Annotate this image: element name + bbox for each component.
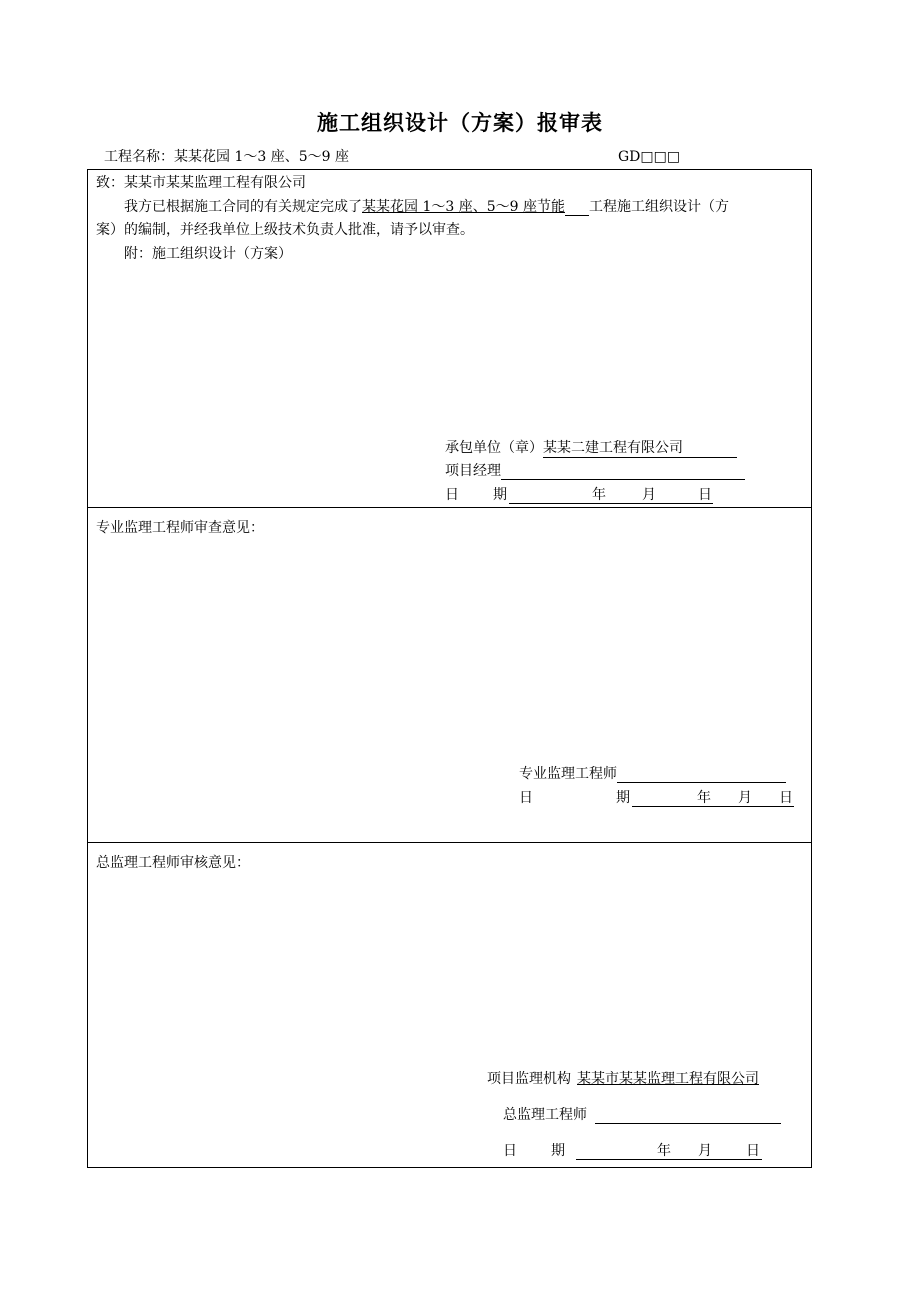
day-label: 日 [779,790,793,806]
date-label-1: 日 [445,487,459,503]
body-blank [565,200,589,216]
project-manager-row [445,462,745,480]
chief-review-heading: 总监理工程师审核意见： [96,855,250,871]
form-title: 施工组织设计（方案）报审表 [317,110,603,135]
contractor-field[interactable] [543,439,737,458]
engineer-date-row [519,789,799,807]
project-name-row [104,148,349,166]
project-name: 某某花园 1～3 座、5～9 座 [174,149,349,165]
chief-signature-field[interactable] [595,1108,781,1124]
engineer-review-heading: 专业监理工程师审查意见： [96,520,264,536]
submission-body-line-1 [124,198,729,216]
engineer-signature-field[interactable] [617,767,786,783]
form-code: GD□□□ [618,149,681,165]
supervision-org-row [487,1070,759,1088]
engineer-label: 专业监理工程师 [519,766,617,782]
date-label-2: 期 [551,1143,565,1159]
chief-date-row [503,1142,765,1160]
org-value: 某某市某某监理工程有限公司 [577,1071,759,1087]
chief-label: 总监理工程师 [503,1107,587,1123]
org-label: 项目监理机构 [487,1071,571,1087]
month-label: 月 [642,487,656,503]
date-label-1: 日 [503,1143,517,1159]
pm-signature-field[interactable] [501,464,745,480]
project-label: 工程名称： [104,149,174,165]
contractor-value: 某某二建工程有限公司 [543,440,683,456]
month-label: 月 [738,790,752,806]
attachment-note: 附：施工组织设计（方案） [124,246,292,262]
contractor-row [445,439,737,458]
engineer-date-field[interactable] [632,789,794,807]
engineer-signature-row [519,765,786,783]
body-suffix: 工程施工组织设计（方 [588,199,729,215]
submission-date-field[interactable] [509,486,713,504]
addressee: 致：某某市某某监理工程有限公司 [96,175,306,191]
body-prefix: 我方已根据施工合同的有关规定完成了 [124,199,362,215]
date-label-2: 期 [493,487,507,503]
day-label: 日 [698,487,712,503]
year-label: 年 [592,487,606,503]
year-label: 年 [697,790,711,806]
date-label-2: 期 [616,790,630,806]
submission-date-row [445,486,715,504]
body-project: 某某花园 1～3 座、5～9 座节能 [362,199,565,215]
month-label: 月 [698,1143,712,1159]
submission-body-line-2: 案）的编制，并经我单位上级技术负责人批准，请予以审查。 [96,222,474,238]
year-label: 年 [657,1143,671,1159]
day-label: 日 [746,1143,760,1159]
pm-label: 项目经理 [445,463,501,479]
contractor-label: 承包单位（章） [445,440,543,456]
date-label-1: 日 [519,790,533,806]
chief-signature-row [503,1106,781,1124]
